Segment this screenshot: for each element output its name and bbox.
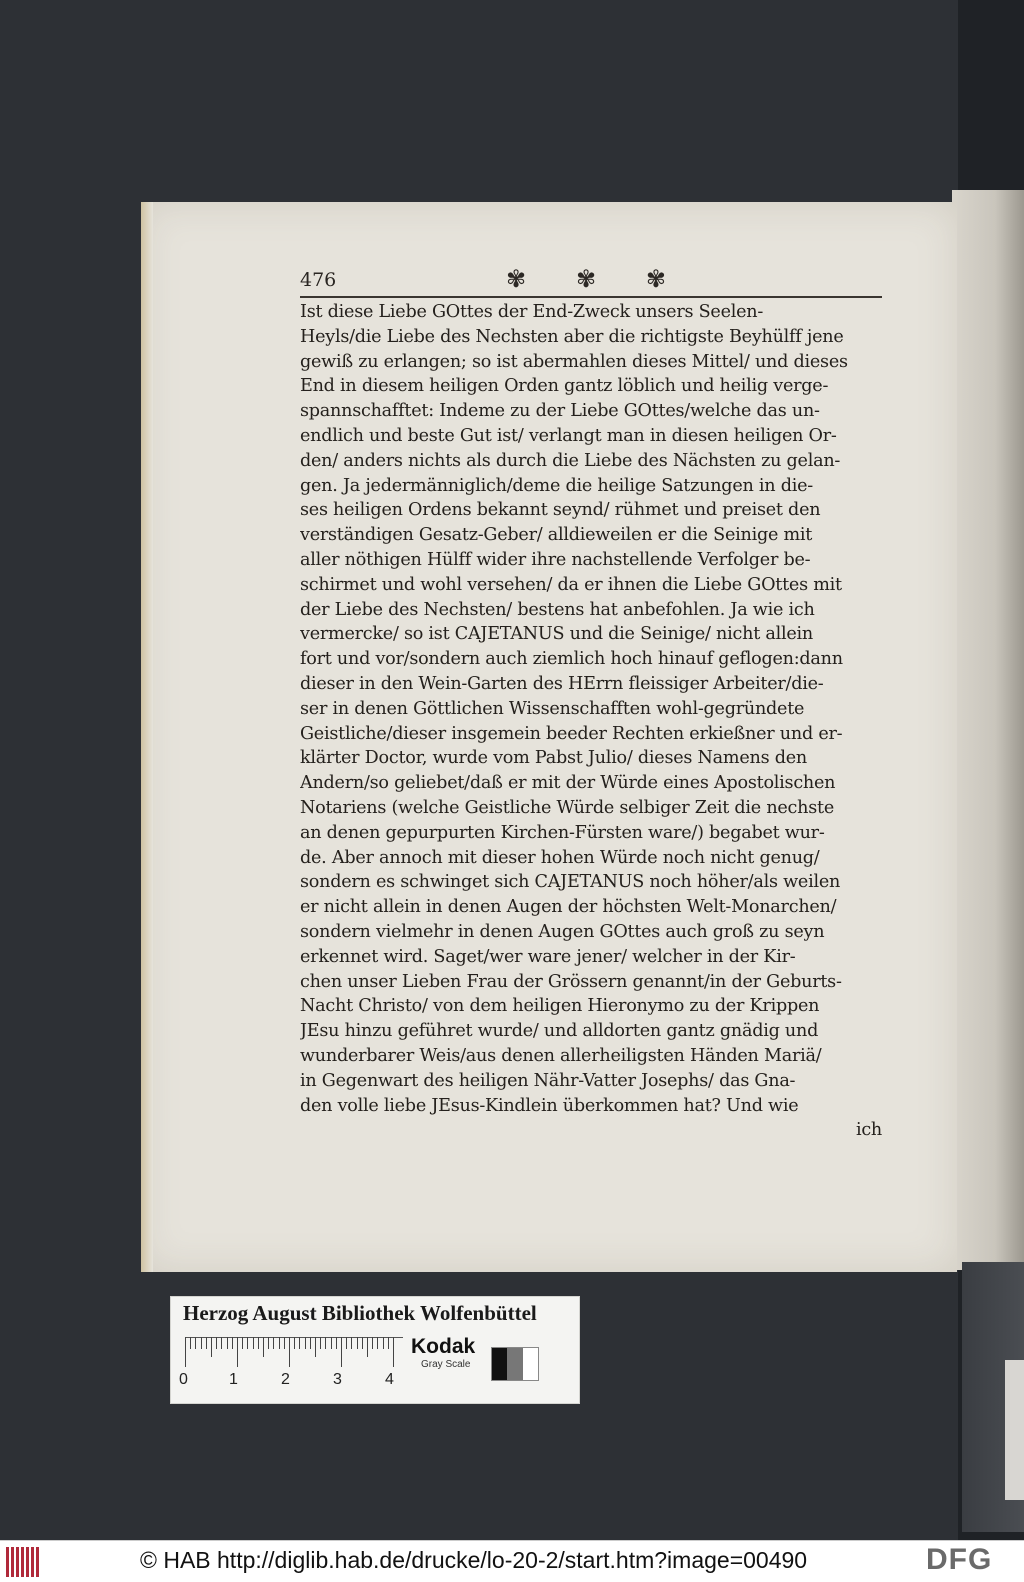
dfg-logo: DFG — [926, 1543, 993, 1576]
gray-scale-label: Gray Scale — [421, 1359, 471, 1370]
text-line: Geistliche/dieser insgemein beeder Rechten erkießner und er- — [300, 723, 843, 744]
text-line: ser in denen Göttlichen Wissenschafften wohl-gegründete — [300, 698, 805, 719]
page-number: 476 — [300, 269, 337, 291]
text-line: End in diesem heiligen Orden gantz löblich und heilig verge- — [300, 376, 829, 397]
text-line: JEsu hinzu geführet wurde/ und alldorten gantz gnädig und — [300, 1021, 819, 1042]
catchword: ich — [855, 1120, 882, 1141]
text-line: spannschafftet: Indeme zu der Liebe GOttes/welche das un- — [300, 401, 820, 422]
text-line: der Liebe des Nechsten/ bestens hat anbefohlen. Ja wie ich — [300, 599, 815, 620]
page-text — [300, 300, 890, 1143]
ruler-number: 2 — [281, 1371, 290, 1388]
ruler-tick — [237, 1337, 238, 1367]
ruler-tick — [393, 1337, 394, 1367]
hab-logo-icon — [6, 1547, 48, 1577]
ruler-tick — [377, 1337, 378, 1349]
ruler-tick — [211, 1337, 212, 1357]
ruler-tick — [268, 1337, 269, 1349]
text-line: de. Aber annoch mit dieser hohen Würde noch nicht genug/ — [300, 847, 820, 868]
text-line: fort und vor/sondern auch ziemlich hoch hinauf geflogen:dann — [300, 649, 843, 670]
ruler-number: 4 — [385, 1371, 394, 1388]
ruler-tick — [232, 1337, 233, 1349]
ruler-tick — [299, 1337, 300, 1349]
text-line: chen unser Lieben Frau der Grössern genannt/in der Geburts- — [300, 971, 842, 992]
page-header — [300, 265, 882, 299]
ruler-tick — [190, 1337, 191, 1349]
swatch-white — [523, 1348, 538, 1380]
text-line: gen. Ja jedermänniglich/deme die heilige Satzungen in die- — [300, 475, 813, 496]
swatch-gray — [507, 1348, 522, 1380]
text-line: sondern es schwinget sich CAJETANUS noch höher/als weilen — [300, 872, 841, 893]
measurement-ruler — [185, 1337, 405, 1373]
header-ornaments — [506, 265, 666, 293]
ruler-tick — [315, 1337, 316, 1357]
ruler-tick — [258, 1337, 259, 1349]
swatch-black — [492, 1348, 507, 1380]
ruler-tick — [341, 1337, 342, 1367]
ruler-tick — [201, 1337, 202, 1349]
ruler-tick — [367, 1337, 368, 1357]
text-line: Nacht Christo/ von dem heiligen Hieronymo zu der Krippen — [300, 996, 820, 1017]
footer-bar — [0, 1540, 1024, 1582]
text-line: wunderbarer Weis/aus denen allerheiligsten Händen Mariä/ — [300, 1045, 822, 1066]
text-line: Andern/so geliebet/daß er mit der Würde eines Apostolischen — [300, 773, 836, 794]
ruler-tick — [351, 1337, 352, 1349]
ruler-number: 0 — [179, 1371, 188, 1388]
library-name: Herzog August Bibliothek Wolfenbüttel — [183, 1301, 537, 1325]
gray-scale-swatches — [491, 1347, 539, 1381]
adjacent-page-edge — [952, 190, 1024, 1270]
ruler-tick — [325, 1337, 326, 1349]
text-line: Notariens (welche Geistliche Würde selbiger Zeit die nechste — [300, 797, 835, 818]
text-line: Ist diese Liebe GOttes der End-Zweck unsers Seelen- — [300, 302, 764, 322]
header-rule — [300, 296, 882, 298]
scan-label — [170, 1296, 580, 1404]
text-line: ses heiligen Ordens bekannt seynd/ rühmet und preiset den — [300, 500, 821, 521]
ruler-numbers — [179, 1371, 409, 1391]
text-line: an denen gepurpurten Kirchen-Fürsten ware/) begabet wur- — [300, 822, 825, 843]
ruler-tick — [195, 1337, 196, 1349]
ruler-tick — [263, 1337, 264, 1357]
text-line: vermercke/ so ist CAJETANUS und die Seinige/ nicht allein — [300, 624, 813, 645]
copyright-link[interactable]: © HAB http://diglib.hab.de/drucke/lo-20-2/start.htm?image=00490 — [140, 1547, 808, 1573]
ruler-tick — [346, 1337, 347, 1349]
ruler-tick — [242, 1337, 243, 1349]
text-line: sondern vielmehr in denen Augen GOttes auch groß zu seyn — [300, 921, 825, 942]
ruler-number: 1 — [229, 1371, 238, 1388]
ruler-tick — [289, 1337, 290, 1367]
ruler-tick — [206, 1337, 207, 1349]
ruler-tick — [279, 1337, 280, 1349]
ornament-icon: ✾ — [645, 265, 666, 293]
ruler-tick — [216, 1337, 217, 1349]
ruler-tick — [357, 1337, 358, 1349]
text-line: klärter Doctor, wurde vom Pabst Julio/ dieses Namens den — [300, 748, 807, 769]
ruler-tick — [310, 1337, 311, 1349]
text-line: aller nöthigen Hülff wider ihre nachstellende Verfolger be- — [300, 549, 811, 570]
page-gutter-shadow — [141, 202, 153, 1272]
ruler-tick — [331, 1337, 332, 1349]
kodak-brand: Kodak — [411, 1335, 476, 1358]
text-line: endlich und beste Gut ist/ verlangt man in diesen heiligen Or- — [300, 425, 837, 446]
text-line: erkennet wird. Saget/wer ware jener/ welcher in der Kir- — [300, 946, 796, 967]
text-line: den/ anders nichts als durch die Liebe des Nächsten zu gelan- — [300, 450, 841, 471]
ruler-tick — [227, 1337, 228, 1349]
text-line: gewiß zu erlangen; so ist abermahlen dieses Mittel/ und dieses — [300, 351, 848, 372]
text-line: den volle liebe JEsus-Kindlein überkommen hat? Und wie — [300, 1095, 799, 1116]
ruler-tick — [388, 1337, 389, 1349]
text-line: schirmet und wohl versehen/ da er ihnen die Liebe GOttes mit — [300, 574, 842, 595]
ruler-tick — [383, 1337, 384, 1349]
text-line: in Gegenwart des heiligen Nähr-Vatter Josephs/ das Gna- — [300, 1070, 796, 1091]
text-line: er nicht allein in denen Augen der höchsten Welt-Monarchen/ — [300, 897, 837, 918]
ruler-tick — [294, 1337, 295, 1349]
ruler-tick — [362, 1337, 363, 1349]
ruler-tick — [273, 1337, 274, 1349]
ruler-tick — [185, 1337, 186, 1367]
ruler-tick — [372, 1337, 373, 1349]
ruler-tick — [305, 1337, 306, 1349]
ruler-tick — [253, 1337, 254, 1349]
ruler-tick — [284, 1337, 285, 1349]
ornament-icon: ✾ — [506, 265, 527, 293]
ornament-icon: ✾ — [575, 265, 597, 293]
ruler-tick — [336, 1337, 337, 1349]
text-line: verständigen Gesatz-Geber/ alldieweilen er die Seinige mit — [300, 525, 813, 546]
ruler-tick — [320, 1337, 321, 1349]
text-line: Heyls/die Liebe des Nechsten aber die richtigste Beyhülff jene — [300, 326, 844, 347]
adjacent-page-sliver — [1005, 1360, 1024, 1500]
ruler-tick — [221, 1337, 222, 1349]
ruler-number: 3 — [333, 1371, 342, 1388]
ruler-tick — [247, 1337, 248, 1349]
text-line: dieser in den Wein-Garten des HErrn fleissiger Arbeiter/die- — [300, 673, 824, 694]
